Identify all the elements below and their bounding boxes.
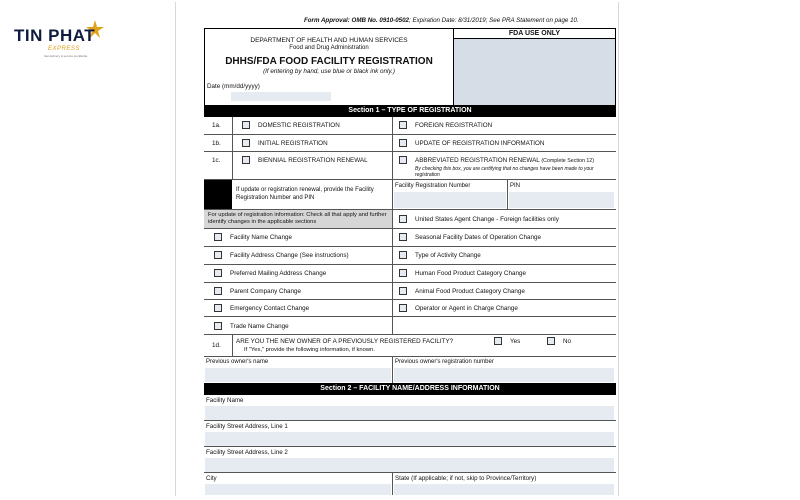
- row-1b: 1b. INITIAL REGISTRATION UPDATE OF REGISTRATION INFORMATION: [204, 135, 616, 152]
- agency: Food and Drug Administration: [289, 45, 369, 51]
- facility-name-row: Facility Name: [204, 395, 616, 421]
- street1-input[interactable]: [205, 432, 614, 446]
- biennial-renewal-checkbox[interactable]: [242, 156, 250, 164]
- street2-row: Facility Street Address, Line 2: [204, 447, 616, 473]
- operator-agent-change-checkbox[interactable]: [399, 304, 407, 312]
- form-approval: Form Approval: OMB No. 0910-0502; Expiration Date: 8/31/2019; See PRA Statement on page 10.: [304, 17, 579, 24]
- date-input[interactable]: [231, 92, 331, 101]
- form-header: [204, 28, 616, 106]
- registration-number-input[interactable]: [394, 192, 506, 208]
- human-food-category-checkbox[interactable]: [399, 269, 407, 277]
- row-1c: 1c. BIENNIAL REGISTRATION RENEWAL ABBREVIATED REGISTRATION RENEWAL (Complete Section 12) By checking this box, you are certifying that no changes have been made to your registration: [204, 152, 616, 180]
- logo-name: TIN PHAT: [14, 26, 96, 45]
- previous-owner-name-input[interactable]: [205, 368, 391, 382]
- seasonal-dates-change-checkbox[interactable]: [399, 233, 407, 241]
- us-agent-change-checkbox[interactable]: [399, 215, 407, 223]
- registration-number-row: If update or registration renewal, provide the Facility Registration Number and PIN Facility Registration Number PIN: [204, 180, 616, 210]
- activity-type-change-checkbox[interactable]: [399, 251, 407, 259]
- new-owner-yes-checkbox[interactable]: [494, 337, 502, 345]
- previous-owner-row: Previous owner's name Previous owner's registration number: [204, 357, 616, 383]
- initial-registration-checkbox[interactable]: [242, 139, 250, 147]
- fda-use-only-box: [453, 29, 615, 105]
- change-row: Facility Name Change Seasonal Facility Dates of Operation Change: [204, 229, 616, 247]
- brand-logo: [14, 18, 104, 58]
- facility-name-input[interactable]: [205, 406, 614, 420]
- foreign-registration-checkbox[interactable]: [399, 121, 407, 129]
- change-row: Preferred Mailing Address Change Human Food Product Category Change: [204, 265, 616, 283]
- logo-sub: EXPRESS: [48, 46, 80, 52]
- change-row: Trade Name Change: [204, 317, 616, 335]
- facility-address-change-checkbox[interactable]: [214, 251, 222, 259]
- previous-owner-reg-input[interactable]: [394, 368, 614, 382]
- street1-row: Facility Street Address, Line 1: [204, 421, 616, 447]
- abbreviated-renewal-checkbox[interactable]: [399, 156, 407, 164]
- section1-header: Section 1 – TYPE OF REGISTRATION: [204, 105, 616, 117]
- state-input[interactable]: [394, 484, 614, 495]
- emergency-contact-change-checkbox[interactable]: [214, 304, 222, 312]
- department: DEPARTMENT OF HEALTH AND HUMAN SERVICES: [250, 37, 408, 44]
- city-state-row: City State (If applicable; if not, skip to Province/Territory): [204, 473, 616, 495]
- pin-input[interactable]: [509, 192, 614, 208]
- changes-prompt-row: For update of registration information: Check all that apply and further identify changes in the applicable sections United States Agent Change - Foreign facilities only: [204, 210, 616, 229]
- form-title: DHHS/FDA FOOD FACILITY REGISTRATION: [225, 56, 433, 67]
- domestic-registration-checkbox[interactable]: [242, 121, 250, 129]
- change-row: Facility Address Change (See instructions) Type of Activity Change: [204, 247, 616, 265]
- parent-company-change-checkbox[interactable]: [214, 287, 222, 295]
- mailing-address-change-checkbox[interactable]: [214, 269, 222, 277]
- new-owner-no-checkbox[interactable]: [547, 337, 555, 345]
- city-input[interactable]: [205, 484, 391, 495]
- row-1d: 1d. ARE YOU THE NEW OWNER OF A PREVIOUSLY REGISTERED FACILITY? If "Yes," provide the following information, if known. Yes No: [204, 335, 616, 357]
- trade-name-change-checkbox[interactable]: [214, 322, 222, 330]
- section2-header: Section 2 – FACILITY NAME/ADDRESS INFORMATION: [204, 383, 616, 395]
- form-page: [175, 2, 619, 496]
- fda-use-only-label: FDA USE ONLY: [454, 29, 615, 39]
- row-1a: 1a. DOMESTIC REGISTRATION FOREIGN REGISTRATION: [204, 117, 616, 135]
- change-row: Parent Company Change Animal Food Product Category Change: [204, 283, 616, 300]
- change-row: Emergency Contact Change Operator or Agent in Charge Change: [204, 300, 616, 317]
- facility-name-change-checkbox[interactable]: [214, 233, 222, 241]
- street2-input[interactable]: [205, 458, 614, 472]
- logo-tagline: fast delivery & service worldwide: [44, 54, 88, 58]
- date-label: Date (mm/dd/yyyy): [207, 83, 260, 90]
- animal-food-category-checkbox[interactable]: [399, 287, 407, 295]
- form-subtitle: (If entering by hand, use blue or black ink only.): [263, 68, 395, 75]
- update-registration-checkbox[interactable]: [399, 139, 407, 147]
